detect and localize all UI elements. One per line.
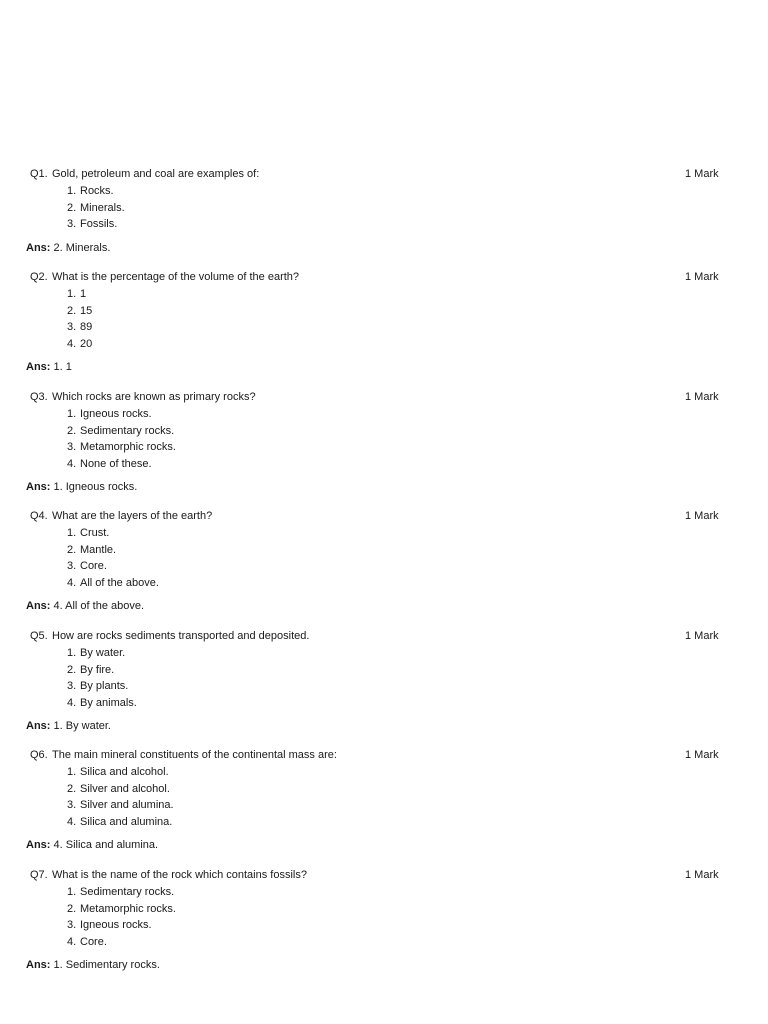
answer-text: 1. Sedimentary rocks. xyxy=(53,959,160,971)
option-text: By water. xyxy=(80,647,126,659)
option-number: 3. xyxy=(67,799,77,811)
option-item xyxy=(0,797,768,814)
option-text: 89 xyxy=(80,321,93,333)
option-item xyxy=(0,406,768,423)
answer-line xyxy=(26,598,144,615)
answer-label: Ans: xyxy=(26,839,51,851)
option-text: Silica and alcohol. xyxy=(80,766,169,778)
option-text: By plants. xyxy=(80,680,129,692)
option-text: Metamorphic rocks. xyxy=(80,441,176,453)
question-block xyxy=(0,166,768,233)
question-number: Q5. xyxy=(30,630,48,642)
option-item xyxy=(0,934,768,951)
option-item xyxy=(0,678,768,695)
option-item xyxy=(0,183,768,200)
option-text: 20 xyxy=(80,337,93,350)
option-number: 3. xyxy=(67,218,77,230)
option-list xyxy=(0,183,768,233)
answer-label: Ans: xyxy=(26,242,51,254)
answer-text: 1. By water. xyxy=(53,720,111,732)
option-number: 1. xyxy=(67,408,77,420)
question-marks: 1 Mark xyxy=(685,749,719,761)
option-number: 1. xyxy=(67,527,77,539)
question-block xyxy=(0,867,768,950)
question-header xyxy=(0,166,768,183)
answer-line xyxy=(26,718,111,735)
option-item xyxy=(0,319,768,336)
option-text: 1 xyxy=(80,288,87,300)
option-item xyxy=(0,558,768,575)
option-item xyxy=(0,303,768,320)
question-marks: 1 Mark xyxy=(685,391,719,403)
answer-text: 2. Minerals. xyxy=(53,242,111,254)
question-marks: 1 Mark xyxy=(685,630,719,642)
option-text: Minerals. xyxy=(80,201,125,214)
option-text: Mantle. xyxy=(80,543,117,556)
question-header xyxy=(0,867,768,884)
option-item xyxy=(0,814,768,831)
option-number: 1. xyxy=(67,185,77,197)
option-number: 4. xyxy=(67,457,77,470)
question-text: Which rocks are known as primary rocks? xyxy=(52,391,256,403)
answer-label: Ans: xyxy=(26,481,51,493)
option-item xyxy=(0,439,768,456)
question-number: Q7. xyxy=(30,869,48,881)
option-item xyxy=(0,542,768,559)
question-header xyxy=(0,508,768,525)
option-item xyxy=(0,884,768,901)
option-text: None of these. xyxy=(80,457,152,470)
option-item xyxy=(0,525,768,542)
option-item xyxy=(0,200,768,217)
option-text: Silica and alumina. xyxy=(80,815,173,828)
option-number: 1. xyxy=(67,886,77,898)
option-number: 1. xyxy=(67,766,77,778)
option-number: 4. xyxy=(67,337,77,350)
option-item xyxy=(0,695,768,712)
answer-label: Ans: xyxy=(26,361,51,373)
answer-line xyxy=(26,359,72,376)
question-text: What is the name of the rock which contains fossils? xyxy=(52,869,307,881)
option-text: Fossils. xyxy=(80,218,118,230)
option-text: Metamorphic rocks. xyxy=(80,902,176,915)
option-number: 2. xyxy=(67,424,77,437)
option-text: Igneous rocks. xyxy=(80,919,152,931)
question-number: Q6. xyxy=(30,749,48,761)
question-block xyxy=(0,389,768,472)
question-header xyxy=(0,269,768,286)
option-list xyxy=(0,764,768,830)
answer-label: Ans: xyxy=(26,959,51,971)
option-text: By fire. xyxy=(80,663,115,676)
option-item xyxy=(0,336,768,353)
answer-label: Ans: xyxy=(26,600,51,612)
answer-line xyxy=(26,957,160,974)
option-text: Crust. xyxy=(80,527,110,539)
option-number: 3. xyxy=(67,680,77,692)
option-item xyxy=(0,575,768,592)
question-marks: 1 Mark xyxy=(685,271,719,283)
option-item xyxy=(0,286,768,303)
option-number: 2. xyxy=(67,782,77,795)
question-number: Q3. xyxy=(30,391,48,403)
question-marks: 1 Mark xyxy=(685,510,719,522)
option-item xyxy=(0,645,768,662)
question-text: How are rocks sediments transported and deposited. xyxy=(52,630,310,642)
option-item xyxy=(0,216,768,233)
option-number: 2. xyxy=(67,304,77,317)
answer-text: 1. Igneous rocks. xyxy=(53,481,138,493)
option-item xyxy=(0,901,768,918)
answer-line xyxy=(26,837,158,854)
option-list xyxy=(0,286,768,352)
option-number: 3. xyxy=(67,919,77,931)
question-block xyxy=(0,508,768,591)
question-text: What are the layers of the earth? xyxy=(52,510,213,522)
option-text: Rocks. xyxy=(80,185,114,197)
question-text: Gold, petroleum and coal are examples of: xyxy=(52,168,260,180)
question-block xyxy=(0,628,768,711)
option-number: 2. xyxy=(67,543,77,556)
question-header xyxy=(0,628,768,645)
question-text: The main mineral constituents of the continental mass are: xyxy=(52,749,337,761)
option-list xyxy=(0,884,768,950)
option-text: Silver and alumina. xyxy=(80,799,174,811)
option-number: 4. xyxy=(67,815,77,828)
option-number: 2. xyxy=(67,663,77,676)
option-text: Sedimentary rocks. xyxy=(80,886,175,898)
answer-text: 4. Silica and alumina. xyxy=(53,839,159,851)
option-item xyxy=(0,764,768,781)
option-text: Silver and alcohol. xyxy=(80,782,170,795)
option-text: All of the above. xyxy=(80,576,159,589)
option-text: By animals. xyxy=(80,696,137,709)
option-number: 4. xyxy=(67,576,77,589)
option-number: 2. xyxy=(67,201,77,214)
option-list xyxy=(0,645,768,711)
option-number: 1. xyxy=(67,288,77,300)
question-block xyxy=(0,747,768,830)
option-number: 3. xyxy=(67,441,77,453)
option-text: 15 xyxy=(80,304,93,317)
option-number: 2. xyxy=(67,902,77,915)
option-item xyxy=(0,662,768,679)
option-text: Igneous rocks. xyxy=(80,408,152,420)
question-marks: 1 Mark xyxy=(685,168,719,180)
answer-line xyxy=(26,479,137,496)
option-item xyxy=(0,917,768,934)
question-number: Q4. xyxy=(30,510,48,522)
question-block xyxy=(0,269,768,352)
question-text: What is the percentage of the volume of the earth? xyxy=(52,271,300,283)
option-number: 3. xyxy=(67,560,77,572)
answer-text: 4. All of the above. xyxy=(53,600,145,612)
question-header xyxy=(0,747,768,764)
question-marks: 1 Mark xyxy=(685,869,719,881)
question-number: Q1. xyxy=(30,168,48,180)
question-number: Q2. xyxy=(30,271,48,283)
option-item xyxy=(0,456,768,473)
option-number: 3. xyxy=(67,321,77,333)
option-number: 1. xyxy=(67,647,77,659)
option-text: Sedimentary rocks. xyxy=(80,424,175,437)
option-list xyxy=(0,406,768,472)
answer-text: 1. 1 xyxy=(53,361,72,373)
question-header xyxy=(0,389,768,406)
option-list xyxy=(0,525,768,591)
option-number: 4. xyxy=(67,696,77,709)
option-item xyxy=(0,781,768,798)
option-text: Core. xyxy=(80,935,107,948)
option-number: 4. xyxy=(67,935,77,948)
answer-label: Ans: xyxy=(26,720,51,732)
option-item xyxy=(0,423,768,440)
answer-line xyxy=(26,240,110,257)
option-text: Core. xyxy=(80,560,107,572)
